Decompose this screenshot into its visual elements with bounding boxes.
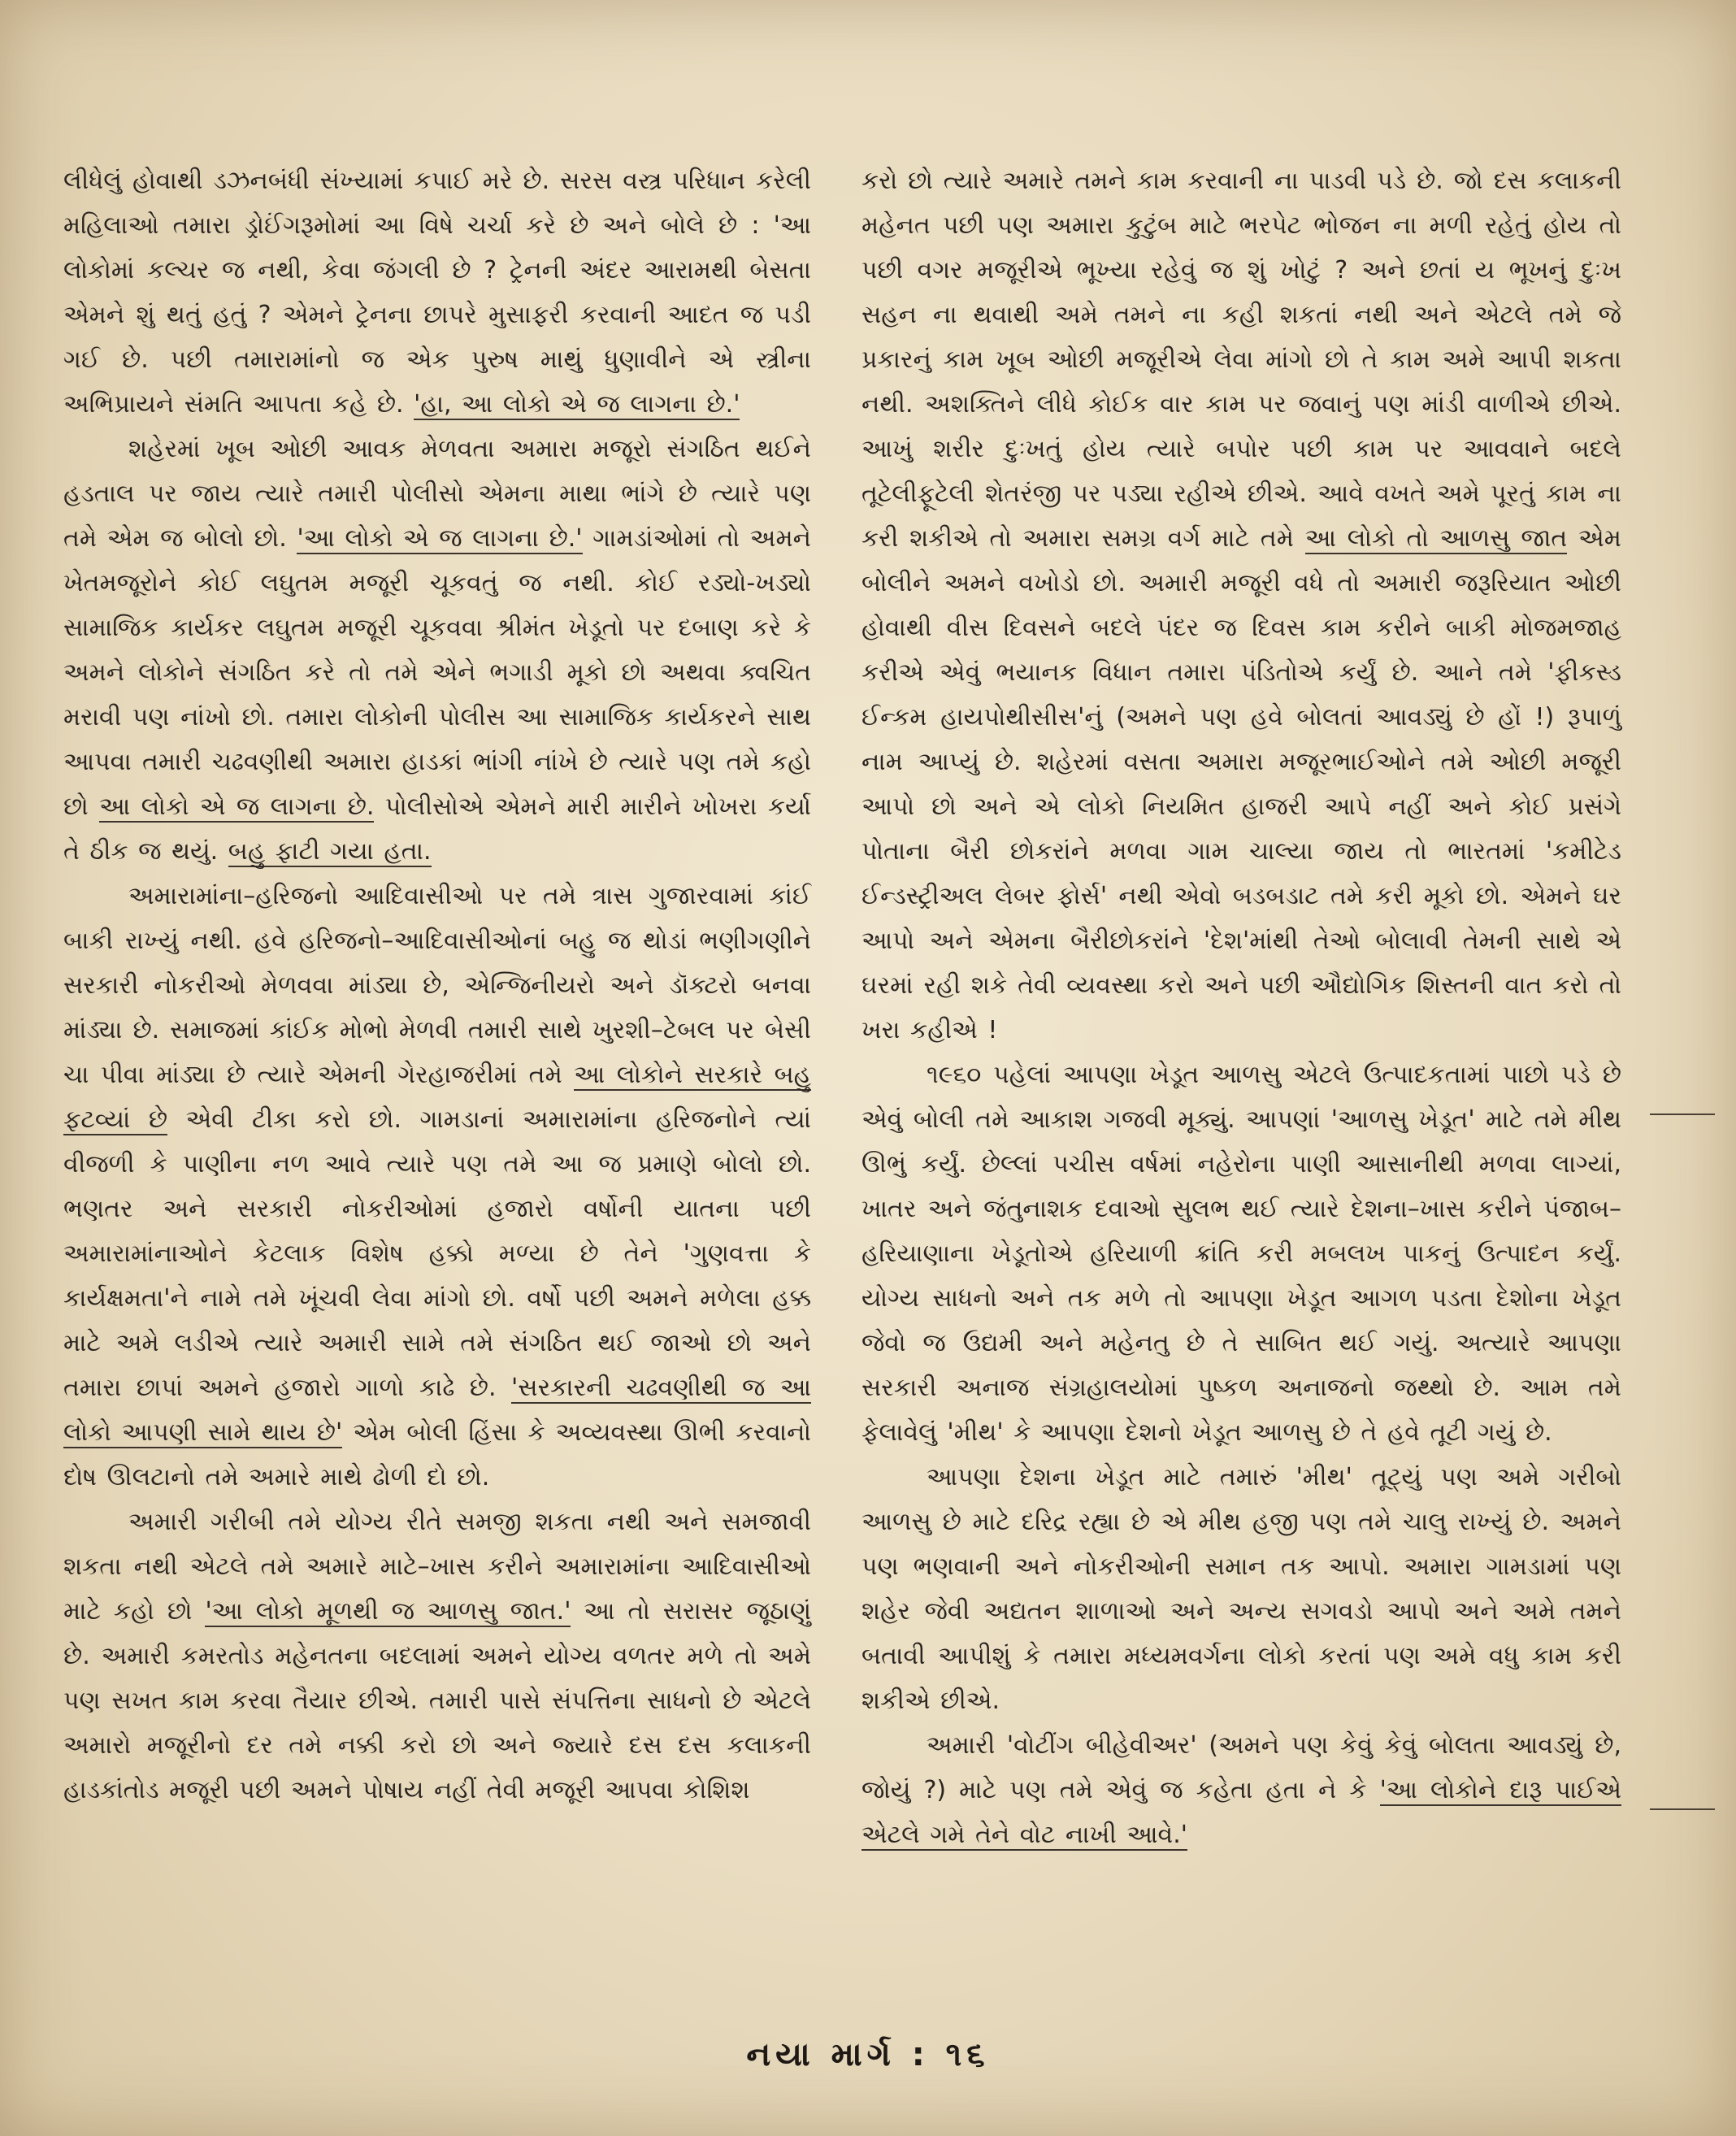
left-p3-underlined: આ લોકોને સરકારે બહુ ફટવ્યાં છે — [63, 1061, 811, 1134]
right-p1-underlined: આ લોકો તો આળસુ જાત — [1304, 524, 1568, 553]
left-p2-underlined-3: બહુ ફાટી ગયા હતા. — [228, 837, 432, 866]
right-paragraph-3: આપણા દેશના ખેડૂત માટે તમારું 'મીથ' તૂટ્યું પણ અમે ગરીબો આળસુ છે માટે દરિદ્ર રહ્યા છે એ મીથ હજી પણ તમે ચાલુ રાખ્યું છે. અમને પણ ભણવાની અને નોકરીઓની સમાન તક આપો. અમારા ગામડામાં પણ શહેર જેવી અદ્યતન શાળાઓ અને અન્ય સગવડો આપો અને અમે તમને બતાવી આપીશું કે તમારા મધ્યમવર્ગના લોકો કરતાં પણ અમે વધુ કામ કરી શકીએ છીએ. — [861, 1463, 1621, 1715]
margin-mark-right-lower — [1650, 1808, 1715, 1810]
page-footer: નયા માર્ગ : ૧૬ — [746, 2036, 990, 2073]
right-p4-text-a: અમારી 'વોટીંગ બીહેવીઅર' (અમને પણ કેવું કેવું બોલતા આવડ્યું છે, જોયું ?) માટે પણ તમે એવું જ કહેતા હતા ને કે — [861, 1731, 1621, 1804]
right-p1-text-b: એમ બોલીને અમને વખોડો છો. અમારી મજૂરી વધે તો અમારી જરૂરિયાત ઓછી હોવાથી વીસ દિવસને બદલે પંદર જ દિવસ કામ કરીને બાકી મોજમજાહ કરીએ એવું ભયાનક વિધાન તમારા પંડિતોએ કર્યું છે. આને તમે 'ફીકસ્ડ ઈન્કમ હાયપોથીસીસ'નું (અમને પણ હવે બોલતાં આવડ્યું છે હોં !) રૂપાળું નામ આપ્યું છે. શહેરમાં વસતા અમારા મજૂરભાઈઓને તમે ઓછી મજૂરી આપો છો અને એ લોકો નિયમિત હાજરી આપે નહીં અને કોઈ પ્રસંગે પોતાના બૈરી છોકરાંને મળવા ગામ ચાલ્યા જાય તો ભારતમાં 'કમીટેડ ઈન્ડસ્ટ્રીઅલ લેબર ફોર્સ' નથી એવો બડબડાટ તમે કરી મૂકો છો. એમને ઘર આપો અને એમના બૈરીછોકરાંને 'દેશ'માંથી તેઓ બોલાવી તેમની સાથે એ ઘરમાં રહી શકે તેવી વ્યવસ્થા કરો અને પછી ઔદ્યોગિક શિસ્તની વાત કરો તો ખરા કહીએ ! — [861, 524, 1621, 1044]
left-p4-underlined: 'આ લોકો મૂળથી જ આળસુ જાત.' — [205, 1597, 571, 1626]
left-paragraph-1 — [63, 158, 811, 427]
left-p3-underlined-2: 'સરકારની ચઢવણીથી જ આ લોકો આપણી સામે થાય છે' — [63, 1374, 811, 1447]
left-p3-text-b: એવી ટીકા કરો છો. ગામડાનાં અમારામાંના હરિજનોને ત્યાં વીજળી કે પાણીના નળ આવે ત્યારે પણ તમે આ જ પ્રમાણે બોલો છો. ભણતર અને સરકારી નોકરીઓમાં હજારો વર્ષોની યાતના પછી અમારામાંનાઓને કેટલાક વિશેષ હક્કો મળ્યા છે તેને 'ગુણવત્તા કે કાર્યક્ષમતા'ને નામે તમે ખૂંચવી લેવા માંગો છો. વર્ષો પછી અમને મળેલા હક્ક માટે અમે લડીએ ત્યારે અમારી સામે તમે સંગઠિત થઈ જાઓ છો અને તમારા છાપાં અમને હજારો ગાળો કાઢે છે. — [63, 1105, 811, 1402]
margin-mark-right-upper — [1650, 1114, 1715, 1115]
left-p1-text: લીધેલું હોવાથી ડઝનબંધી સંખ્યામાં કપાઈ મરે છે. સરસ વસ્ત્ર પરિધાન કરેલી મહિલાઓ તમારા ડ્રોઈંગરૂમોમાં આ વિષે ચર્ચા કરે છે અને બોલે છે : 'આ લોકોમાં કલ્ચર જ નથી, કેવા જંગલી છે ? ટ્રેનની અંદર આરામથી બેસતા એમને શું થતું હતું ? એમને ટ્રેનના છાપરે મુસાફરી કરવાની આદત જ પડી ગઈ છે. પછી તમારામાંનો જ એક પુરુષ માથું ધુણાવીને એ સ્ત્રીના અભિપ્રાયને સંમતિ આપતા કહે છે. — [63, 167, 811, 419]
right-p4-underlined: 'આ લોકોને દારૂ પાઈએ એટલે ગમે તેને વોટ નાખી આવે.' — [861, 1776, 1622, 1849]
right-paragraph-2: ૧૯૬૦ પહેલાં આપણા ખેડૂત આળસુ એટલે ઉત્પાદકતામાં પાછો પડે છે એવું બોલી તમે આકાશ ગજવી મૂક્યું. આપણાં 'આળસુ ખેડૂત' માટે તમે મીથ ઊભું કર્યું. છેલ્લાં પચીસ વર્ષમાં નહેરોના પાણી આસાનીથી મળવા લાગ્યાં, ખાતર અને જંતુનાશક દવાઓ સુલભ થઈ ત્યારે દેશના–ખાસ કરીને પંજાબ–હરિયાણાના ખેડૂતોએ હરિયાળી ક્રાંતિ કરી મબલખ પાકનું ઉત્પાદન કર્યું. યોગ્ય સાધનો અને તક મળે તો આપણા ખેડૂત આગળ પડતા દેશોના ખેડૂત જેવો જ ઉદ્યમી અને મહેનતુ છે તે સાબિત થઈ ગયું. અત્યારે આપણા સરકારી અનાજ સંગ્રહાલયોમાં પુષ્કળ અનાજનો જથ્થો છે. આમ તમે ફેલાવેલું 'મીથ' કે આપણા દેશનો ખેડૂત આળસુ છે તે હવે તૂટી ગયું છે. — [861, 1061, 1621, 1447]
left-p3-text-c: એમ બોલી હિંસા કે અવ્યવસ્થા ઊભી કરવાનો દોષ ઊલટાનો તમે અમારે માથે ઢોળી દો છો. — [63, 1418, 811, 1491]
left-p3-text-a: અમારામાંના–હરિજનો આદિવાસીઓ પર તમે ત્રાસ ગુજારવામાં કાંઈ બાકી રાખ્યું નથી. હવે હરિજનો–આદિવાસીઓનાં બહુ જ થોડાં ભણીગણીને સરકારી નોકરીઓ મેળવવા માંડ્યા છે, એન્જિનીયરો અને ડૉક્ટરો બનવા માંડ્યા છે. સમાજમાં કાંઈક મોભો મેળવી તમારી સાથે ખુરશી–ટેબલ પર બેસી ચા પીવા માંડ્યા છે ત્યારે એમની ગેરહાજરીમાં તમે — [63, 882, 811, 1089]
left-paragraph-4 — [63, 1500, 811, 1813]
left-p4-text-a: અમારી ગરીબી તમે યોગ્ય રીતે સમજી શકતા નથી અને સમજાવી શકતા નથી એટલે તમે અમારે માટે–ખાસ કરીને અમારામાંના આદિવાસીઓ માટે કહો છો — [63, 1508, 811, 1626]
left-p1-underlined: 'હા, આ લોકો એ જ લાગના છે.' — [414, 390, 740, 419]
left-paragraph-2 — [63, 427, 811, 874]
left-p2-text-b: ગામડાંઓમાં તો અમને ખેતમજૂરોને કોઈ લઘુતમ મજૂરી ચૂકવતું જ નથી. કોઈ રડ્યો-ખડ્યો સામાજિક કાર્યકર લઘુતમ મજૂરી ચૂકવવા શ્રીમંત ખેડૂતો પર દબાણ કરે કે અમને લોકોને સંગઠિત કરે તો તમે એને ભગાડી મૂકો છો અથવા ક્વચિત મરાવી પણ નાંખો છો. તમારા લોકોની પોલીસ આ સામાજિક કાર્યકરને સાથ આપવા તમારી ચઢવણીથી અમારા હાડકાં ભાંગી નાંખે છે ત્યારે પણ તમે કહો છો — [63, 524, 811, 821]
left-p2-text-a: શહેરમાં ખૂબ ઓછી આવક મેળવતા અમારા મજૂરો સંગઠિત થઈને હડતાલ પર જાય ત્યારે તમારી પોલીસો એમના માથા ભાંગે છે ત્યારે પણ તમે એમ જ બોલો છો. — [63, 435, 811, 553]
left-p4-text-b: આ તો સરાસર જૂઠાણું છે. અમારી કમરતોડ મહેનતના બદલામાં અમને યોગ્ય વળતર મળે તો અમે પણ સખત કામ કરવા તૈયાર છીએ. તમારી પાસે સંપત્તિના સાધનો છે એટલે અમારો મજૂરીનો દર તમે નક્કી કરો છો અને જ્યારે દસ દસ કલાકની હાડકાંતોડ મજૂરી પછી અમને પોષાય નહીં તેવી મજૂરી આપવા કોશિશ — [63, 1597, 811, 1804]
left-column — [63, 158, 811, 1813]
left-p2-underlined: 'આ લોકો એ જ લાગના છે.' — [297, 524, 583, 553]
right-paragraph-4 — [861, 1723, 1621, 1857]
right-column — [861, 158, 1621, 1857]
right-paragraph-1 — [861, 158, 1621, 1053]
left-p2-text-c: પોલીસોએ એમને મારી મારીને ખોખરા કર્યા તે ઠીક જ થયું. — [63, 792, 811, 866]
right-p1-text-a: કરો છો ત્યારે અમારે તમને કામ કરવાની ના પાડવી પડે છે. જો દસ કલાકની મહેનત પછી પણ અમારા કુટુંબ માટે ભરપેટ ભોજન ના મળી રહેતું હોય તો પછી વગર મજૂરીએ ભૂખ્યા રહેવું જ શું ખોટું ? અને છતાં ય ભૂખનું દુઃખ સહન ના થવાથી અમે તમને ના કહી શકતાં નથી અને એટલે તમે જે પ્રકારનું કામ ખૂબ ઓછી મજૂરીએ લેવા માંગો છો તે કામ અમે આપી શકતા નથી. અશક્તિને લીધે કોઈક વાર કામ પર જવાનું પણ માંડી વાળીએ છીએ. આખું શરીર દુઃખતું હોય ત્યારે બપોર પછી કામ પર આવવાને બદલે તૂટેલીફૂટેલી શેતરંજી પર પડ્યા રહીએ છીએ. આવે વખતે અમે પૂરતું કામ ના કરી શકીએ તો અમારા સમગ્ર વર્ગ માટે તમે — [861, 167, 1621, 553]
left-paragraph-3 — [63, 874, 811, 1500]
left-p2-underlined-2: આ લોકો એ જ લાગના છે. — [99, 792, 375, 821]
